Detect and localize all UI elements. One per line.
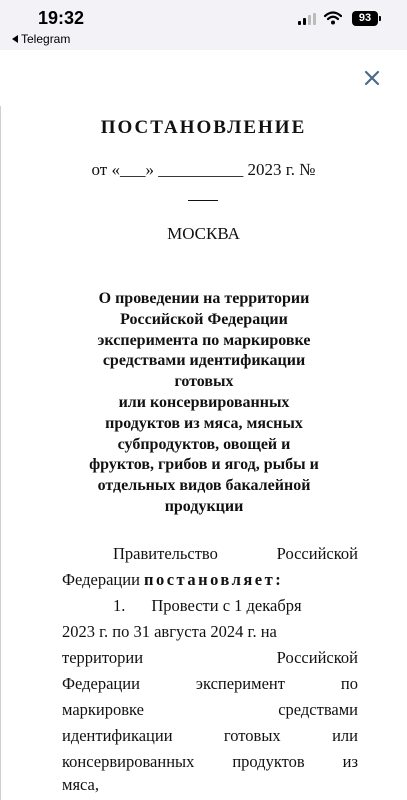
decree-verb: постановляет: (143, 570, 284, 589)
heading-line: фруктов, грибов и ягод, рыбы и (89, 456, 319, 474)
cellular-signal-icon (298, 13, 316, 25)
body-word: эксперимент (195, 674, 285, 693)
heading-line: эксперимента по маркировке (97, 331, 311, 349)
heading-line: готовых (174, 373, 234, 391)
item-number: 1. (113, 596, 126, 615)
heading-line: или консервированных (118, 393, 290, 411)
status-bar (0, 0, 407, 50)
page-edge (0, 106, 1, 800)
heading-line: О проведении на территории (98, 290, 310, 307)
body-text: Провести с 1 декабря (151, 596, 302, 615)
body-word: продуктов (232, 752, 305, 771)
heading-line: субпродуктов, овощей и (117, 435, 291, 453)
close-icon[interactable] (362, 68, 382, 88)
battery-icon: 93 (352, 11, 378, 26)
body-word: готовых (223, 726, 281, 745)
body-word: из (342, 752, 358, 771)
document-dateline: от «___» __________ 2023 г. № (91, 160, 316, 179)
body-word: маркировке (62, 700, 144, 719)
battery-tip (379, 16, 381, 21)
heading-line: отдельных видов бакалейной (97, 477, 311, 495)
body-line (62, 567, 358, 593)
number-underline (188, 200, 218, 201)
body-line (113, 541, 358, 567)
body-word: средствами (278, 700, 358, 719)
body-line (113, 593, 358, 619)
document-title: ПОСТАНОВЛЕНИЕ (100, 117, 307, 138)
heading-line: продукции (164, 497, 244, 515)
body-word: по (340, 674, 358, 693)
body-line (62, 671, 358, 697)
body-word: идентификации (62, 726, 173, 745)
body-word: консервированных (62, 752, 195, 771)
body-line: мяса, (62, 775, 100, 794)
body-word: Правительство (113, 544, 218, 563)
body-word: Федерации (62, 570, 140, 589)
body-line (62, 697, 358, 723)
body-word: Российской (276, 544, 358, 563)
body-line (62, 645, 358, 671)
heading-line: средствами идентификации (102, 352, 306, 370)
body-word: или (332, 726, 358, 745)
back-app-label: Telegram (21, 32, 71, 46)
body-word: территории (62, 648, 144, 667)
body-line: 2023 г. по 31 августа 2024 г. на (62, 622, 277, 641)
body-word: Российской (276, 648, 358, 667)
heading-line: Российской Федерации (120, 310, 288, 328)
body-line (62, 723, 358, 749)
heading-line: продуктов из мяса, мясных (105, 414, 303, 432)
document-heading (50, 289, 358, 518)
status-time: 19:32 (38, 8, 85, 28)
wifi-icon (324, 11, 342, 25)
back-triangle-icon (12, 35, 18, 43)
body-word: Федерации (62, 674, 140, 693)
back-to-app-link[interactable] (12, 32, 70, 46)
document-city: МОСКВА (167, 224, 240, 243)
